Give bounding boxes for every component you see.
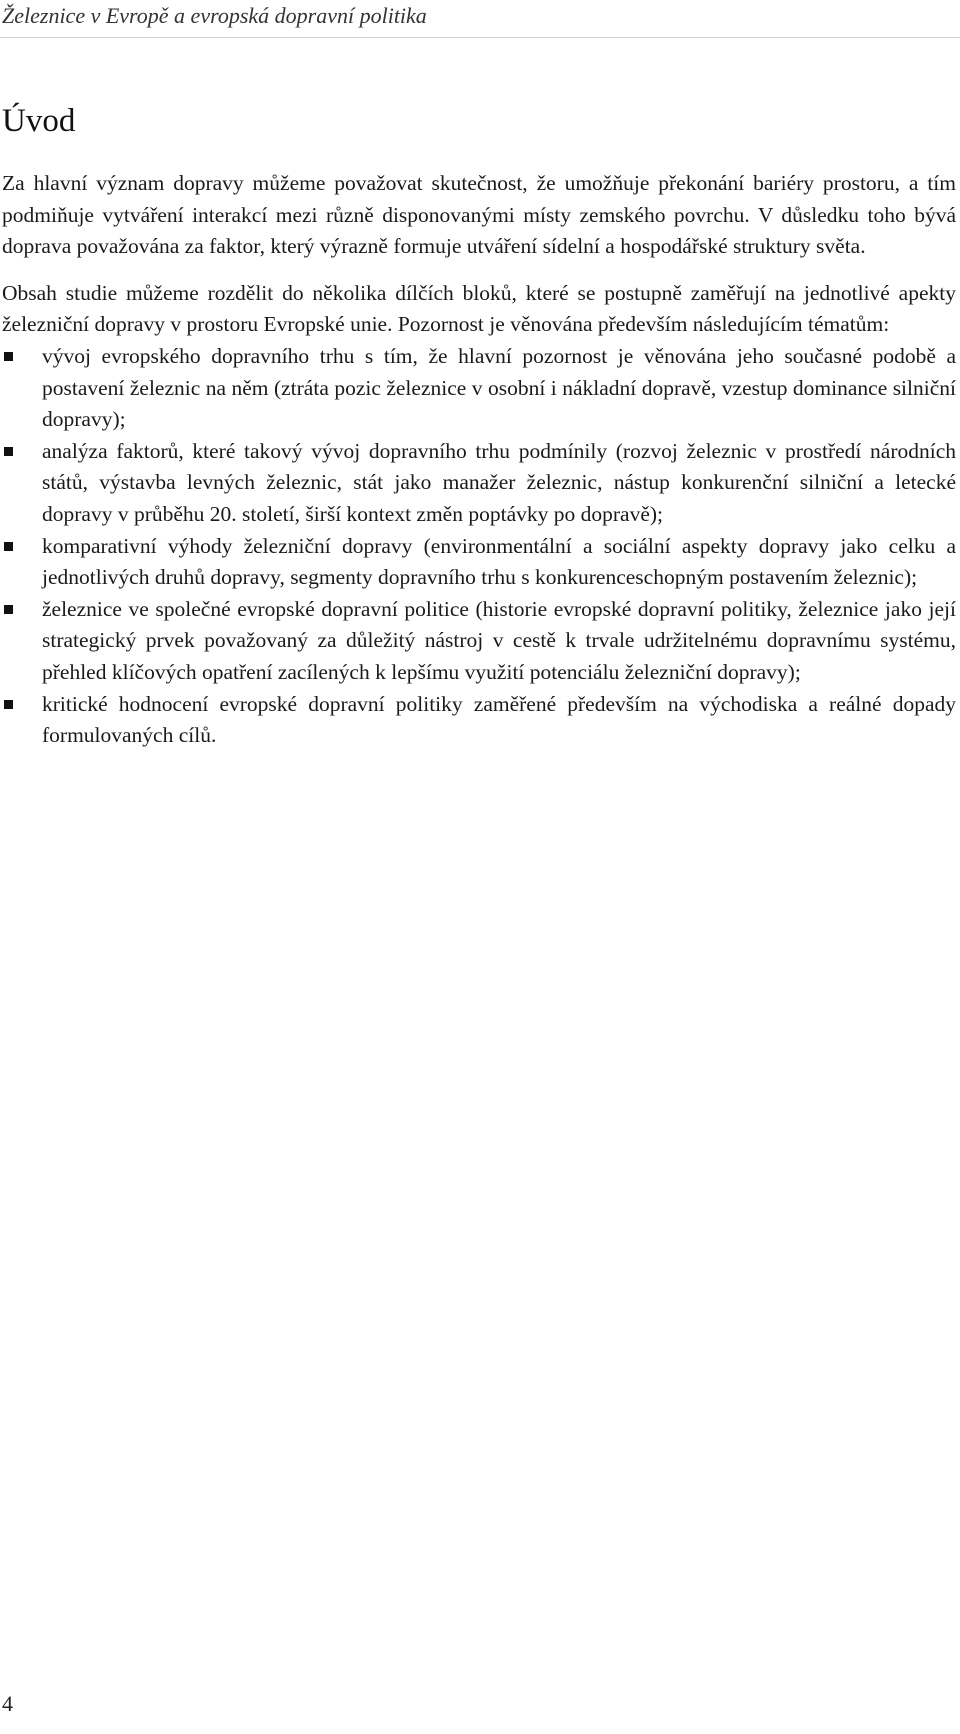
list-item-text: železnice ve společné evropské dopravní politice (historie evropské dopravní politiky, železnice jako její strategický prvek považovaný za důležitý nástroj v cestě k trvale udržitelnému dopravnímu systému, přehled klíčových opatření zacílených k lepšímu využití potenciálu železniční dopravy); [42, 596, 956, 684]
list-item [2, 689, 956, 752]
list-item [2, 341, 956, 436]
running-header: Železnice v Evropě a evropská dopravní politika [2, 3, 427, 28]
square-bullet-icon [4, 352, 13, 361]
section-title: Úvod [2, 103, 76, 139]
intro-paragraph: Za hlavní význam dopravy můžeme považovat skutečnost, že umožňuje překonání bariéry prostoru, a tím podmiňuje vytváření interakcí mezi různě disponovanými místy zemského povrchu. V důsledku toho bývá doprava považována za faktor, který výrazně formuje utváření sídelní a hospodářské struktury světa. [2, 171, 956, 259]
list-item [2, 531, 956, 594]
header-divider [0, 37, 960, 38]
page-number: 4 [2, 1691, 13, 1716]
list-item [2, 436, 956, 531]
list-item-text: vývoj evropského dopravního trhu s tím, že hlavní pozornost je věnována jeho současné podobě a postavení železnic na něm (ztráta pozic železnice v osobní i nákladní dopravě, vzestup dominance silniční dopravy); [42, 343, 956, 432]
study-outline-paragraph: Obsah studie můžeme rozdělit do několika dílčích bloků, které se postupně zaměřují na jednotlivé apekty železniční dopravy v prostoru Evropské unie. Pozornost je věnována především následujícím tématům: [2, 280, 956, 337]
list-item-text: komparativní výhody železniční dopravy (environmentální a sociální aspekty dopravy jako celku a jednotlivých druhů dopravy, segmenty dopravního trhu s konkurenceschopným postavením železnic); [42, 533, 956, 590]
list-item [2, 594, 956, 689]
list-item-text: kritické hodnocení evropské dopravní politiky zaměřené především na východiska a reálné dopady formulovaných cílů. [42, 691, 956, 748]
square-bullet-icon [4, 447, 13, 456]
list-item-text: analýza faktorů, které takový vývoj dopravního trhu podmínily (rozvoj železnic v prostředí národních států, výstavba levných železnic, stát jako manažer železnic, nástup konkurenční silniční a letecké dopravy v průběhu 20. století, širší kontext změn poptávky po dopravě); [42, 438, 956, 526]
square-bullet-icon [4, 605, 13, 614]
page-content [2, 96, 956, 752]
topics-list [2, 341, 956, 752]
square-bullet-icon [4, 542, 13, 551]
square-bullet-icon [4, 700, 13, 709]
